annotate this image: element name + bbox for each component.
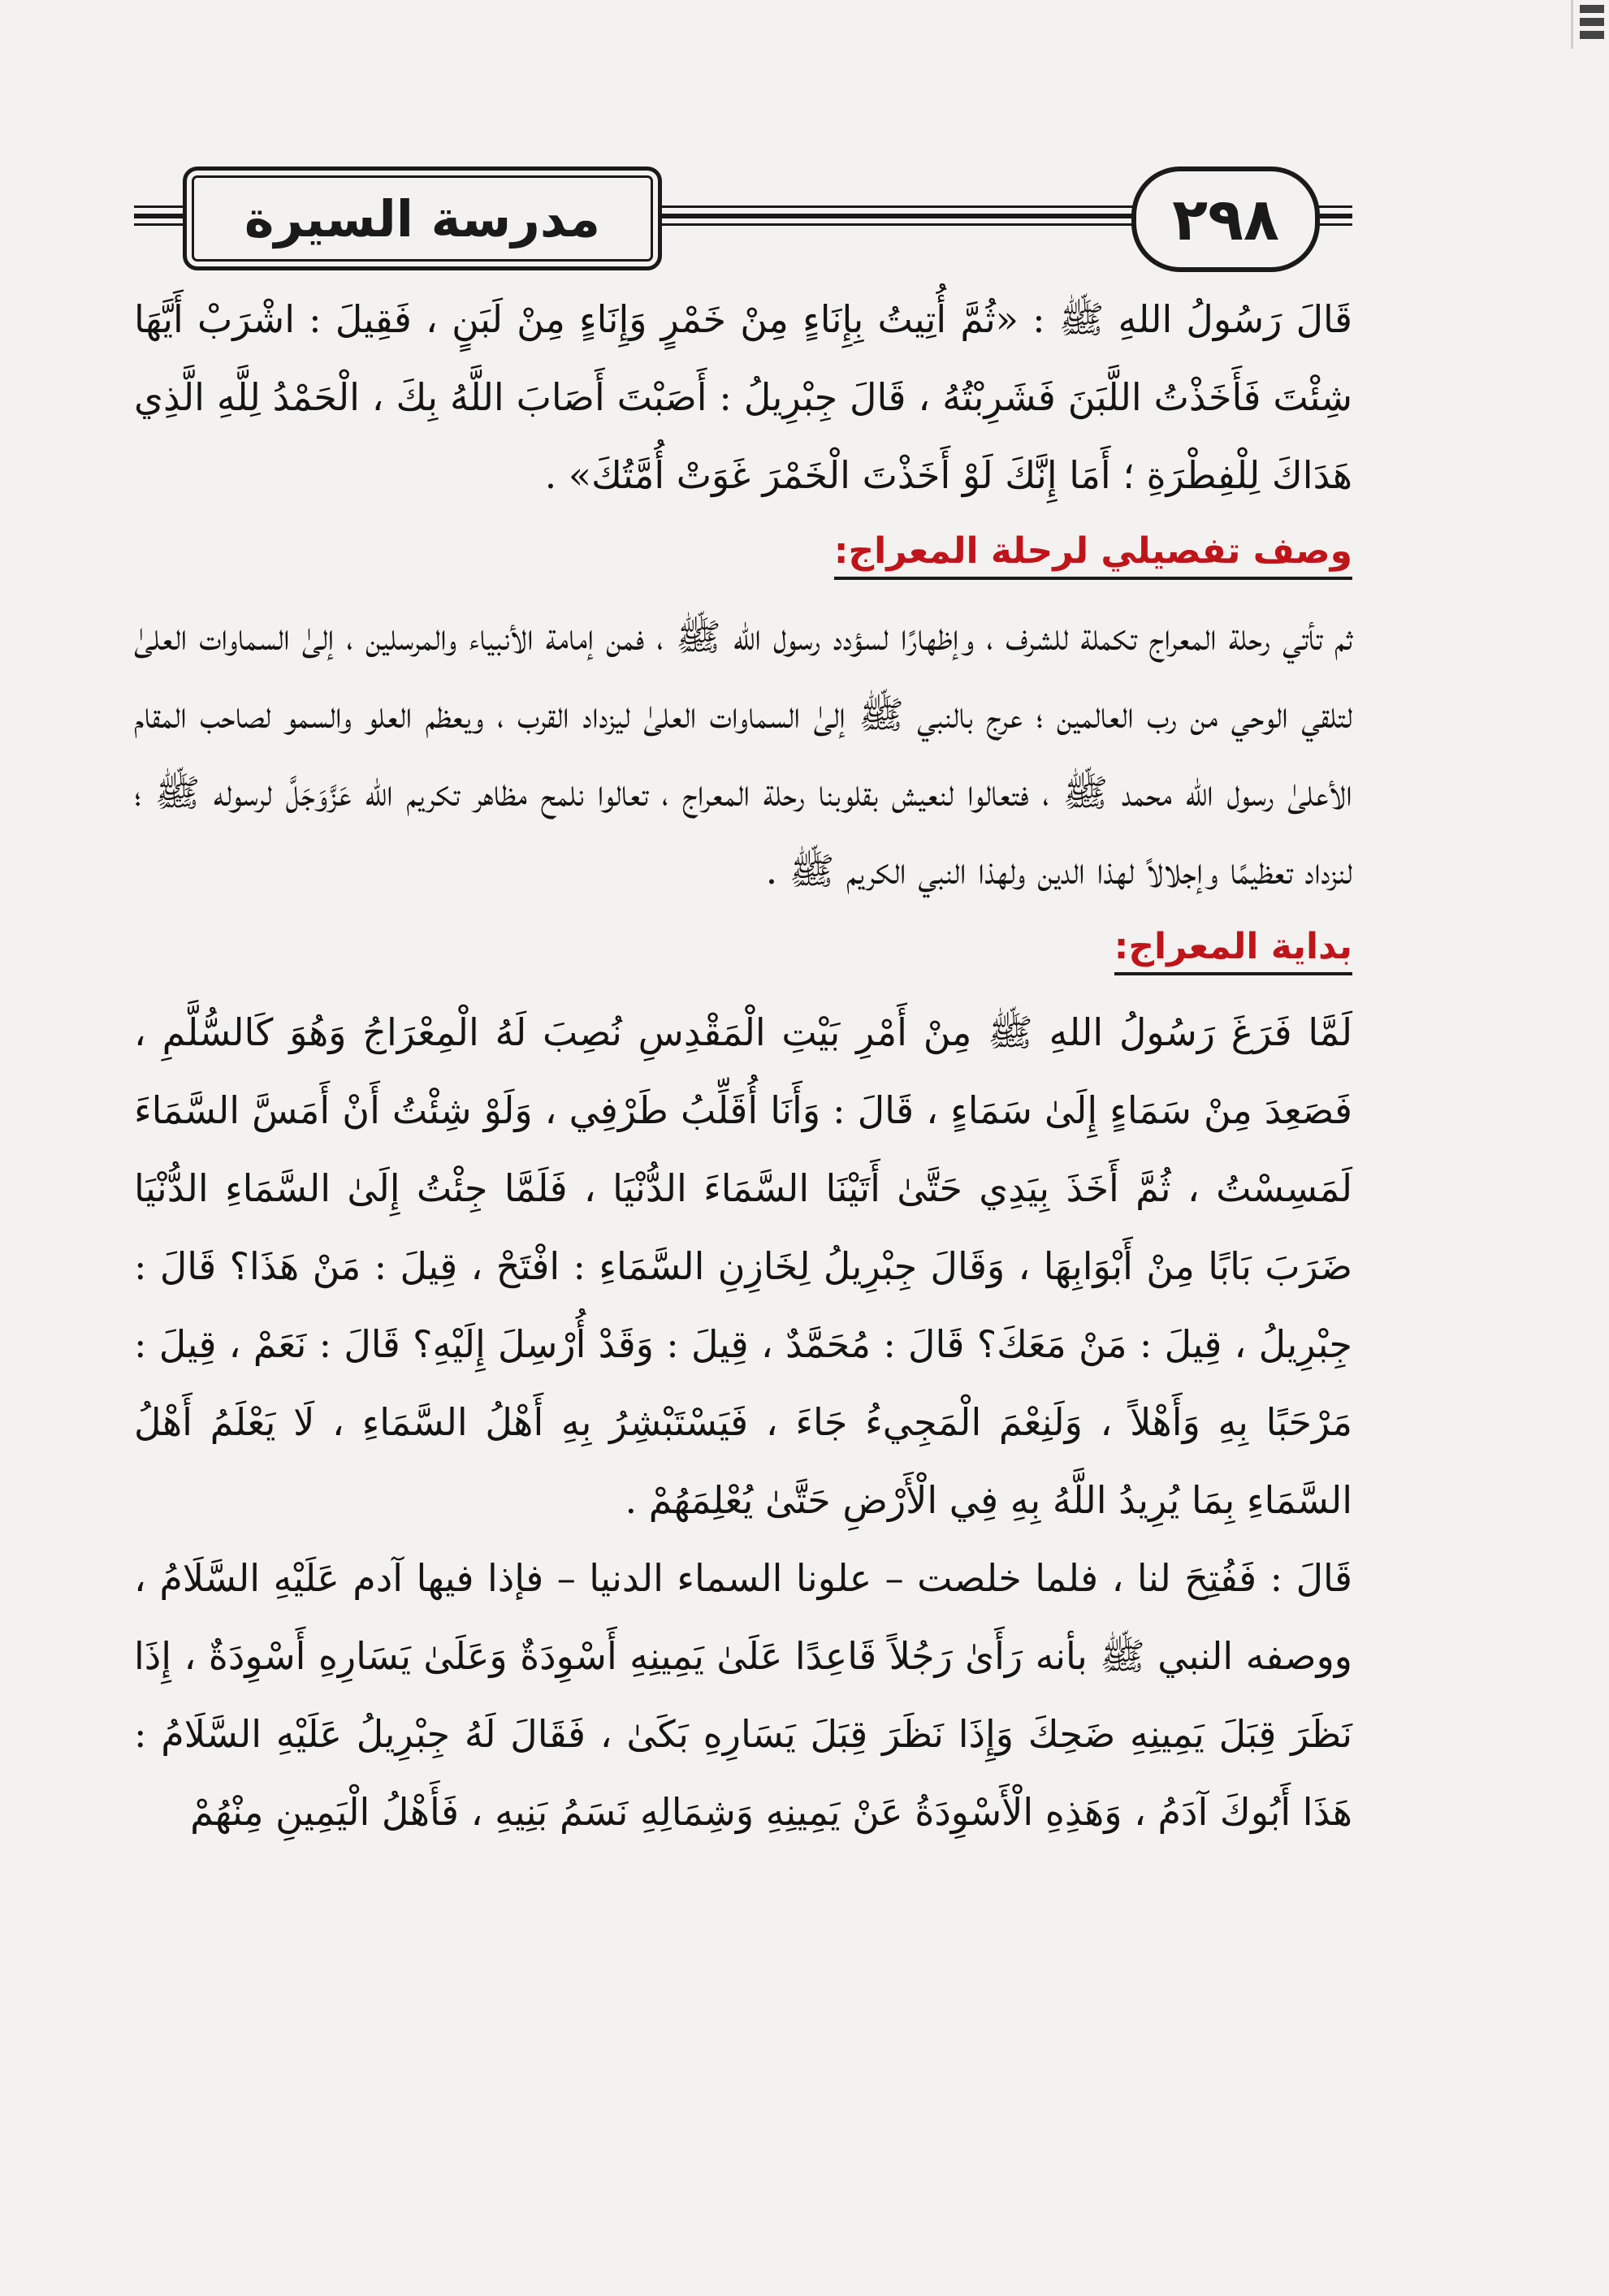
paragraph-first-heaven-adam: قَالَ : فَفُتِحَ لنا ، فلما خلصت – علونا السماء الدنيا – فإذا فيها آدم عَلَيْهِ السَّلَامُ ، ووصفه النبي ﷺ بأنه رَأَىٰ رَجُلاً قَاعِدًا عَلَىٰ يَمِينِهِ أَسْوِدَةٌ وَعَلَىٰ يَسَارِهِ أَسْوِدَةٌ ، إِذَا نَظَرَ قِبَلَ يَمِينِهِ ضَحِكَ وَإِذَا نَظَرَ قِبَلَ يَسَارِهِ بَكَىٰ ، فَقَالَ لَهُ جِبْرِيلُ عَلَيْهِ السَّلَامُ : هَذَا أَبُوكَ آدَمُ ، وَهَذِهِ الْأَسْوِدَةُ عَنْ يَمِينِهِ وَشِمَالِهِ نَسَمُ بَنِيهِ ، فَأَهْلُ الْيَمِينِ مِنْهُمْ xyxy=(134,1556,1352,1834)
section-heading-miraj-description: وصف تفصيلي لرحلة المعراج: xyxy=(834,530,1352,580)
page-header xyxy=(134,166,1352,256)
scan-edge-marks xyxy=(1571,0,1609,49)
paragraph-miraj-intro: ثم تأتي رحلة المعراج تكملة للشرف ، وإظهارًا لسؤدد رسول الله ﷺ ، فمن إمامة الأنبياء والمرسلين ، إلىٰ السماوات العلىٰ لتلقي الوحي من رب العالمين ؛ عرج بالنبي ﷺ إلىٰ السماوات العلىٰ ليزداد القرب ، ويعظم العلو والسمو لصاحب المقام الأعلىٰ رسول الله محمد ﷺ ، فتعالوا لنعيش بقلوبنا رحلة المعراج ، تعالوا نلمح مظاهر تكريم الله عَزَّوَجَلَّ لرسوله ﷺ ؛ لنزداد تعظيمًا وإجلالاً لهذا الدين ولهذا النبي الكريم ﷺ . xyxy=(134,615,1352,893)
page-number: ٢٩٨ xyxy=(1172,185,1279,253)
book-title: مدرسة السيرة xyxy=(244,188,601,249)
paragraph-hadith-drink: قَالَ رَسُولُ اللهِ ﷺ : «ثُمَّ أُتِيتُ بِإِنَاءٍ مِنْ خَمْرٍ وَإِنَاءٍ مِنْ لَبَنٍ ، فَقِيلَ : اشْرَبْ أَيَّهَا شِئْتَ فَأَخَذْتُ اللَّبَنَ فَشَرِبْتُهُ ، قَالَ جِبْرِيلُ : أَصَبْتَ أَصَابَ اللَّهُ بِكَ ، الْحَمْدُ لِلَّهِ الَّذِي هَدَاكَ لِلْفِطْرَةِ ؛ أَمَا إِنَّكَ لَوْ أَخَذْتَ الْخَمْرَ غَوَتْ أُمَّتُكَ» . xyxy=(134,297,1352,497)
section-heading-row xyxy=(134,926,1352,975)
paragraph-miraj-ascent: لَمَّا فَرَغَ رَسُولُ اللهِ ﷺ مِنْ أَمْرِ بَيْتِ الْمَقْدِسِ نُصِبَ لَهُ الْمِعْرَاجُ وَهُوَ كَالسُّلَّمِ ، فَصَعِدَ مِنْ سَمَاءٍ إِلَىٰ سَمَاءٍ ، قَالَ : وَأَنَا أُقَلِّبُ طَرْفِي ، وَلَوْ شِئْتُ أَنْ أَمَسَّ السَّمَاءَ لَمَسِسْتُ ، ثُمَّ أَخَذَ بِيَدِي حَتَّىٰ أَتَيْنَا السَّمَاءَ الدُّنْيَا ، فَلَمَّا جِئْتُ إِلَىٰ السَّمَاءِ الدُّنْيَا ضَرَبَ بَابًا مِنْ أَبْوَابِهَا ، وَقَالَ جِبْرِيلُ لِخَازِنِ السَّمَاءِ : افْتَحْ ، قِيلَ : مَنْ هَذَا؟ قَالَ : جِبْرِيلُ ، قِيلَ : مَنْ مَعَكَ؟ قَالَ : مُحَمَّدٌ ، قِيلَ : وَقَدْ أُرْسِلَ إِلَيْهِ؟ قَالَ : نَعَمْ ، قِيلَ : مَرْحَبًا بِهِ وَأَهْلاً ، وَلَنِعْمَ الْمَجِيءُ جَاءَ ، فَيَسْتَبْشِرُ بِهِ أَهْلُ السَّمَاءِ ، لَا يَعْلَمُ أَهْلُ السَّمَاءِ بِمَا يُرِيدُ اللَّهُ بِهِ فِي الْأَرْضِ حَتَّىٰ يُعْلِمَهُمْ . xyxy=(134,1010,1352,1522)
section-heading-miraj-beginning: بداية المعراج: xyxy=(1114,926,1352,975)
page-number-frame xyxy=(1131,166,1320,272)
section-heading-row xyxy=(134,530,1352,580)
page-body xyxy=(134,280,1352,1851)
book-title-frame xyxy=(183,166,662,270)
